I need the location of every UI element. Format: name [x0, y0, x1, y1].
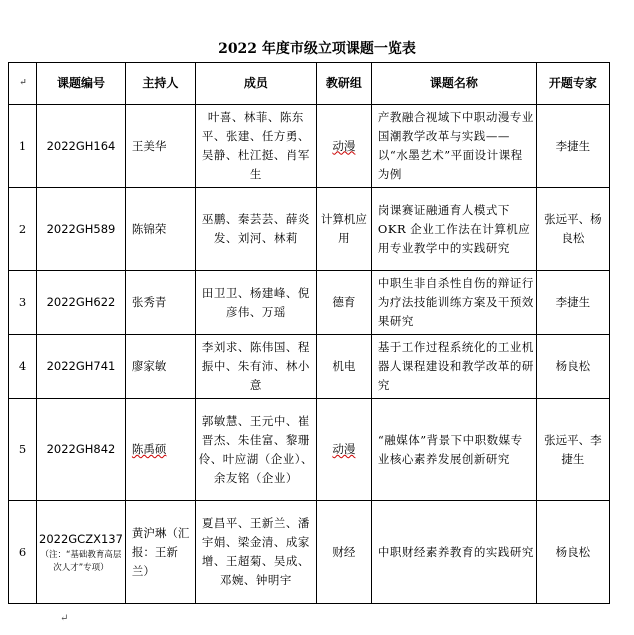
project-host: 陈禹硕 — [125, 399, 195, 501]
row-index: 5 — [9, 399, 37, 501]
table-row — [9, 501, 610, 604]
project-group: 动漫 — [316, 399, 371, 501]
table-row — [9, 335, 610, 399]
header-name: 课题名称 — [371, 63, 536, 105]
project-expert: 杨良松 — [536, 501, 609, 604]
table-row — [9, 105, 610, 188]
project-host: 黄沪琳（汇报：王新兰） — [125, 501, 195, 604]
project-members: 巫鹏、秦芸芸、薛炎发、刘河、林莉 — [195, 188, 316, 271]
row-index: 1 — [9, 105, 37, 188]
project-host: 廖家敏 — [125, 335, 195, 399]
project-expert: 李捷生 — [536, 271, 609, 335]
project-group: 德育 — [316, 271, 371, 335]
project-members: 叶喜、林菲、陈东平、张建、任方勇、吴静、杜江挺、肖军生 — [195, 105, 316, 188]
project-name: 基于工作过程系统化的工业机器人课程建设和教学改革的研究 — [371, 335, 536, 399]
row-index: 6 — [9, 501, 37, 604]
project-number: 2022GH622 — [37, 271, 126, 335]
header-host: 主持人 — [125, 63, 195, 105]
project-number: 2022GH842 — [37, 399, 126, 501]
paragraph-mark: ↵ — [60, 613, 69, 624]
project-number: 2022GH589 — [37, 188, 126, 271]
project-table — [8, 62, 610, 604]
table-row — [9, 188, 610, 271]
project-host: 张秀青 — [125, 271, 195, 335]
project-members: 李刘求、陈伟国、程振中、朱有沛、林小意 — [195, 335, 316, 399]
document-title: 2022 年度市级立项课题一览表 — [218, 41, 416, 57]
row-index: 3 — [9, 271, 37, 335]
header-number: 课题编号 — [37, 63, 126, 105]
project-host: 陈锦荣 — [125, 188, 195, 271]
header-expert: 开题专家 — [536, 63, 609, 105]
project-group: 动漫 — [316, 105, 371, 188]
project-expert: 张远平、李捷生 — [536, 399, 609, 501]
project-group: 计算机应用 — [316, 188, 371, 271]
table-row — [9, 271, 610, 335]
project-expert: 李捷生 — [536, 105, 609, 188]
project-number-note: （注：“基础教育高层次人才”专项） — [40, 549, 122, 573]
project-members: 田卫卫、杨建峰、倪彦伟、万瑶 — [195, 271, 316, 335]
project-name: “融媒体”背景下中职数媒专业核心素养发展创新研究 — [371, 399, 536, 501]
project-members: 郭敏慧、王元中、崔晋杰、朱佳富、黎珊伶、叶应湖（企业）、余友铭（企业） — [195, 399, 316, 501]
project-expert: 张远平、杨良松 — [536, 188, 609, 271]
project-number: 2022GH741 — [37, 335, 126, 399]
table-row — [9, 399, 610, 501]
project-name: 中职财经素养教育的实践研究 — [371, 501, 536, 604]
project-number: 2022GH164 — [37, 105, 126, 188]
project-host: 王美华 — [125, 105, 195, 188]
project-number-text: 2022GCZX137 — [39, 531, 123, 546]
header-group: 教研组 — [316, 63, 371, 105]
project-group: 财经 — [316, 501, 371, 604]
project-name: 中职生非自杀性自伤的辩证行为疗法技能训练方案及干预效果研究 — [371, 271, 536, 335]
header-members: 成员 — [195, 63, 316, 105]
row-index: 2 — [9, 188, 37, 271]
header-row — [9, 63, 610, 105]
header-index: ↵ — [9, 63, 37, 105]
project-name: 岗课赛证融通育人模式下 OKR 企业工作法在计算机应用专业教学中的实践研究 — [371, 188, 536, 271]
row-index: 4 — [9, 335, 37, 399]
project-members: 夏昌平、王新兰、潘宇娟、梁金清、成家增、王超菊、吴成、邓婉、钟明宇 — [195, 501, 316, 604]
project-expert: 杨良松 — [536, 335, 609, 399]
project-number — [37, 501, 126, 604]
project-group: 机电 — [316, 335, 371, 399]
project-name: 产教融合视域下中职动漫专业国潮教学改革与实践——以“水墨艺术”平面设计课程为例 — [371, 105, 536, 188]
